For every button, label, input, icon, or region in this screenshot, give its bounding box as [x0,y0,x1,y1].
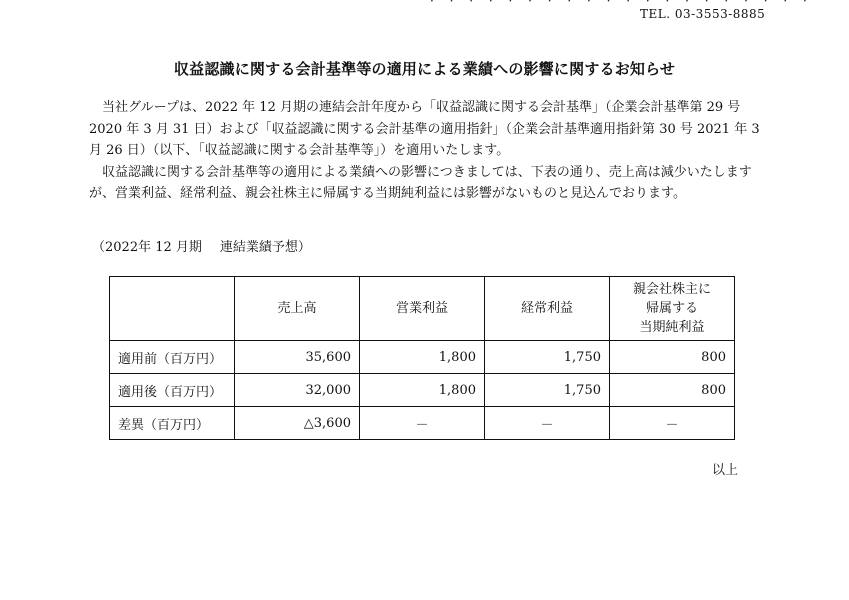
telephone-number: TEL. 03-3553-8885 [640,7,766,21]
cell-value: 1,750 [485,341,610,374]
cell-value: 32,000 [235,374,360,407]
table-header-row [110,277,735,341]
caption-period: （2022年 12 月期 [92,240,202,255]
table-row [110,374,735,407]
cell-value: 35,600 [235,341,360,374]
cell-value: － [360,407,485,440]
row-label: 適用前（百万円） [110,341,235,374]
cell-value: 1,800 [360,374,485,407]
header-cell-empty [110,277,235,341]
cropped-header-text: · · · · · · · · · · · · · · · · · · · · [430,0,813,8]
cell-value: 800 [610,374,735,407]
document-title: 収益認識に関する会計基準等の適用による業績への影響に関するお知らせ [173,60,676,78]
cell-value: △3,600 [235,407,360,440]
table-caption [92,236,311,255]
row-label: 差異（百万円） [110,407,235,440]
header-cell-net-income: 親会社株主に 帰属する 当期純利益 [610,277,735,341]
paragraph-2: 収益認識に関する会計基準等の適用による業績への影響につきましては、下表の通り、売上高は減少いたしますが、営業利益、経常利益、親会社株主に帰属する当期純利益には影響がないものと見込んでおります。 [89,164,752,201]
header-cell-operating-income: 営業利益 [360,277,485,341]
paragraph-1: 当社グループは、2022 年 12 月期の連結会計年度から「収益認識に関する会計基準」（企業会計基準第 29 号 2020 年 3 月 31 日）および「収益認識に関する会計基準の適用指針」（企業会計基準適用指針第 30 号 2021 年 3 月 26 日）（以下、「収益認識に関する会計基準等」）を適用いたします。 [89,100,760,158]
results-table [109,276,735,440]
closing-mark: 以上 [712,463,739,478]
table-row [110,341,735,374]
table-row [110,407,735,440]
cell-value: 1,750 [485,374,610,407]
cell-value: － [610,407,735,440]
cell-value: 800 [610,341,735,374]
cell-value: 1,800 [360,341,485,374]
body-text [89,97,769,205]
header-cell-net-sales: 売上高 [235,277,360,341]
row-label: 適用後（百万円） [110,374,235,407]
header-cell-ordinary-income: 経常利益 [485,277,610,341]
caption-label: 連結業績予想） [219,240,311,255]
cell-value: － [485,407,610,440]
